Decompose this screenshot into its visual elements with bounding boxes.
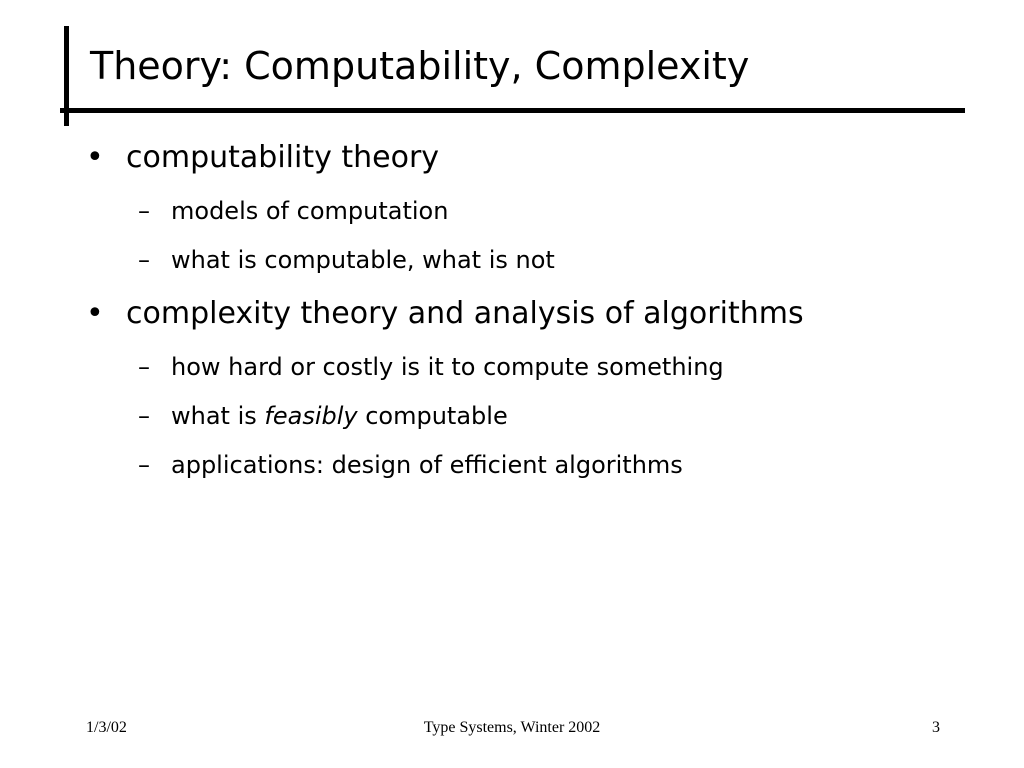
sub-marker: – bbox=[138, 451, 150, 479]
footer-page-number: 3 bbox=[932, 719, 940, 736]
sub-text: applications: design of efficient algorithms bbox=[171, 451, 683, 479]
sub-text-before: what is bbox=[171, 402, 265, 430]
sub-text: how hard or costly is it to compute something bbox=[171, 353, 724, 381]
title-horizontal-rule bbox=[60, 108, 965, 113]
bullet-marker: • bbox=[86, 296, 104, 331]
sub-text bbox=[171, 401, 508, 431]
sub-text: models of computation bbox=[171, 197, 449, 225]
emphasis-text: feasibly bbox=[264, 402, 358, 430]
bullet-text: computability theory bbox=[126, 140, 440, 175]
sub-marker: – bbox=[138, 197, 150, 225]
bullet-text: complexity theory and analysis of algorithms bbox=[126, 296, 804, 331]
sub-marker: – bbox=[138, 402, 150, 430]
sub-marker: – bbox=[138, 353, 150, 381]
slide-title: Theory: Computability, Complexity bbox=[90, 44, 750, 88]
sub-marker: – bbox=[138, 246, 150, 274]
bullet-marker: • bbox=[86, 140, 104, 175]
sub-text: what is computable, what is not bbox=[171, 246, 555, 274]
sub-text-after: computable bbox=[357, 402, 508, 430]
footer-date: 1/3/02 bbox=[86, 719, 127, 736]
footer-course: Type Systems, Winter 2002 bbox=[423, 719, 601, 736]
